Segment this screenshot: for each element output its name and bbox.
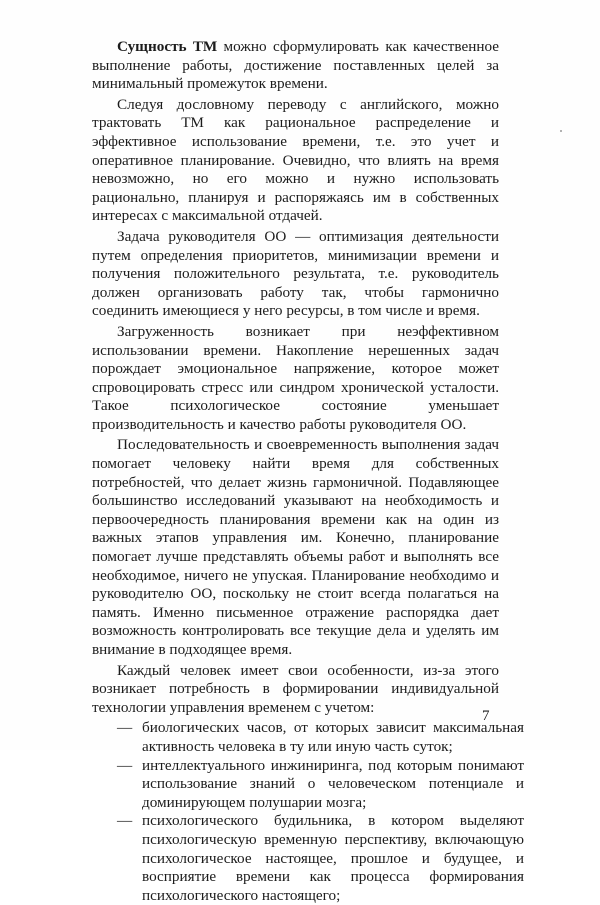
paragraph-planning: Последовательность и своевременность выполнения задач помогает человеку найти время для собственных потребностей, что делает жизнь гармоничной. Подавляющее большинство исследований указывают на необходимость и первоочередность планирования времени как на один из важных этапов управления им. Конечно, планирование помогает лучше представлять объемы работ и выполнять все необходимое, ничего не упуская. Планирование необходимо и руководителю ОО, поскольку не стоит всегда полагаться на память. Именно письменное отражение распорядка дает возможность контролировать все текущие дела и уделять им внимание в подходящее время. (92, 436, 499, 658)
paragraph-definition (92, 38, 499, 94)
dash-marker: — (117, 756, 133, 774)
paragraph-task: Задача руководителя ОО — оптимизация деятельности путем определения приоритетов, минимизации времени и получения положительного результата, т.е. руководитель должен организовать работу так, чтобы гармонично соединить имеющиеся у него ресурсы, в том числе и время. (92, 227, 499, 320)
list-item-text: интеллектуального инжиниринга, под которым понимают использование знаний о человеческом потенциале и доминирующем полушарии мозга; (142, 756, 524, 811)
paragraph-workload: Загруженность возникает при неэффективном использовании времени. Накопление нерешенных задач порождает эмоциональное напряжение, которое может спровоцировать стресс или синдром хронической усталости. Такое психологическое состояние уменьшает производительность и качество работы руководителя ОО. (92, 322, 499, 433)
list-item-text: психологического будильника, в котором выделяют психологическую временную перспективу, включающую психологическое настоящее, прошлое и будущее, и восприятие времени как процесса формирования психологического настоящего; (142, 812, 524, 904)
list-item-text: биологических часов, от которых зависит максимальная активность человека в ту или иную часть суток; (142, 719, 524, 755)
list-item (117, 812, 524, 905)
dash-marker: — (117, 812, 133, 830)
body-text (92, 38, 524, 905)
paragraph-text: можно сформулировать как качественное выполнение работы, достижение поставленных целей за минимальный промежуток времени. (92, 38, 499, 93)
factor-list (92, 719, 524, 905)
list-item (117, 757, 524, 813)
page-number: 7 (482, 708, 490, 724)
term-lead: Сущность ТМ (117, 38, 218, 55)
paragraph-individual: Каждый человек имеет свои особенности, из-за этого возникает потребность в формировании индивидуальной технологии управления временем с учетом: (92, 661, 499, 716)
scan-speck (560, 130, 562, 132)
list-item (117, 719, 524, 756)
paragraph-translation: Следуя дословному переводу с английского, можно трактовать ТМ как рациональное распределение и эффективное использование времени, т.е. это учет и оперативное планирование. Очевидно, что влиять на время невозможно, но его можно и нужно использовать рационально, планируя и распоряжаясь им в собственных интересах с максимальной отдачей. (92, 95, 499, 225)
dash-marker: — (117, 719, 133, 737)
